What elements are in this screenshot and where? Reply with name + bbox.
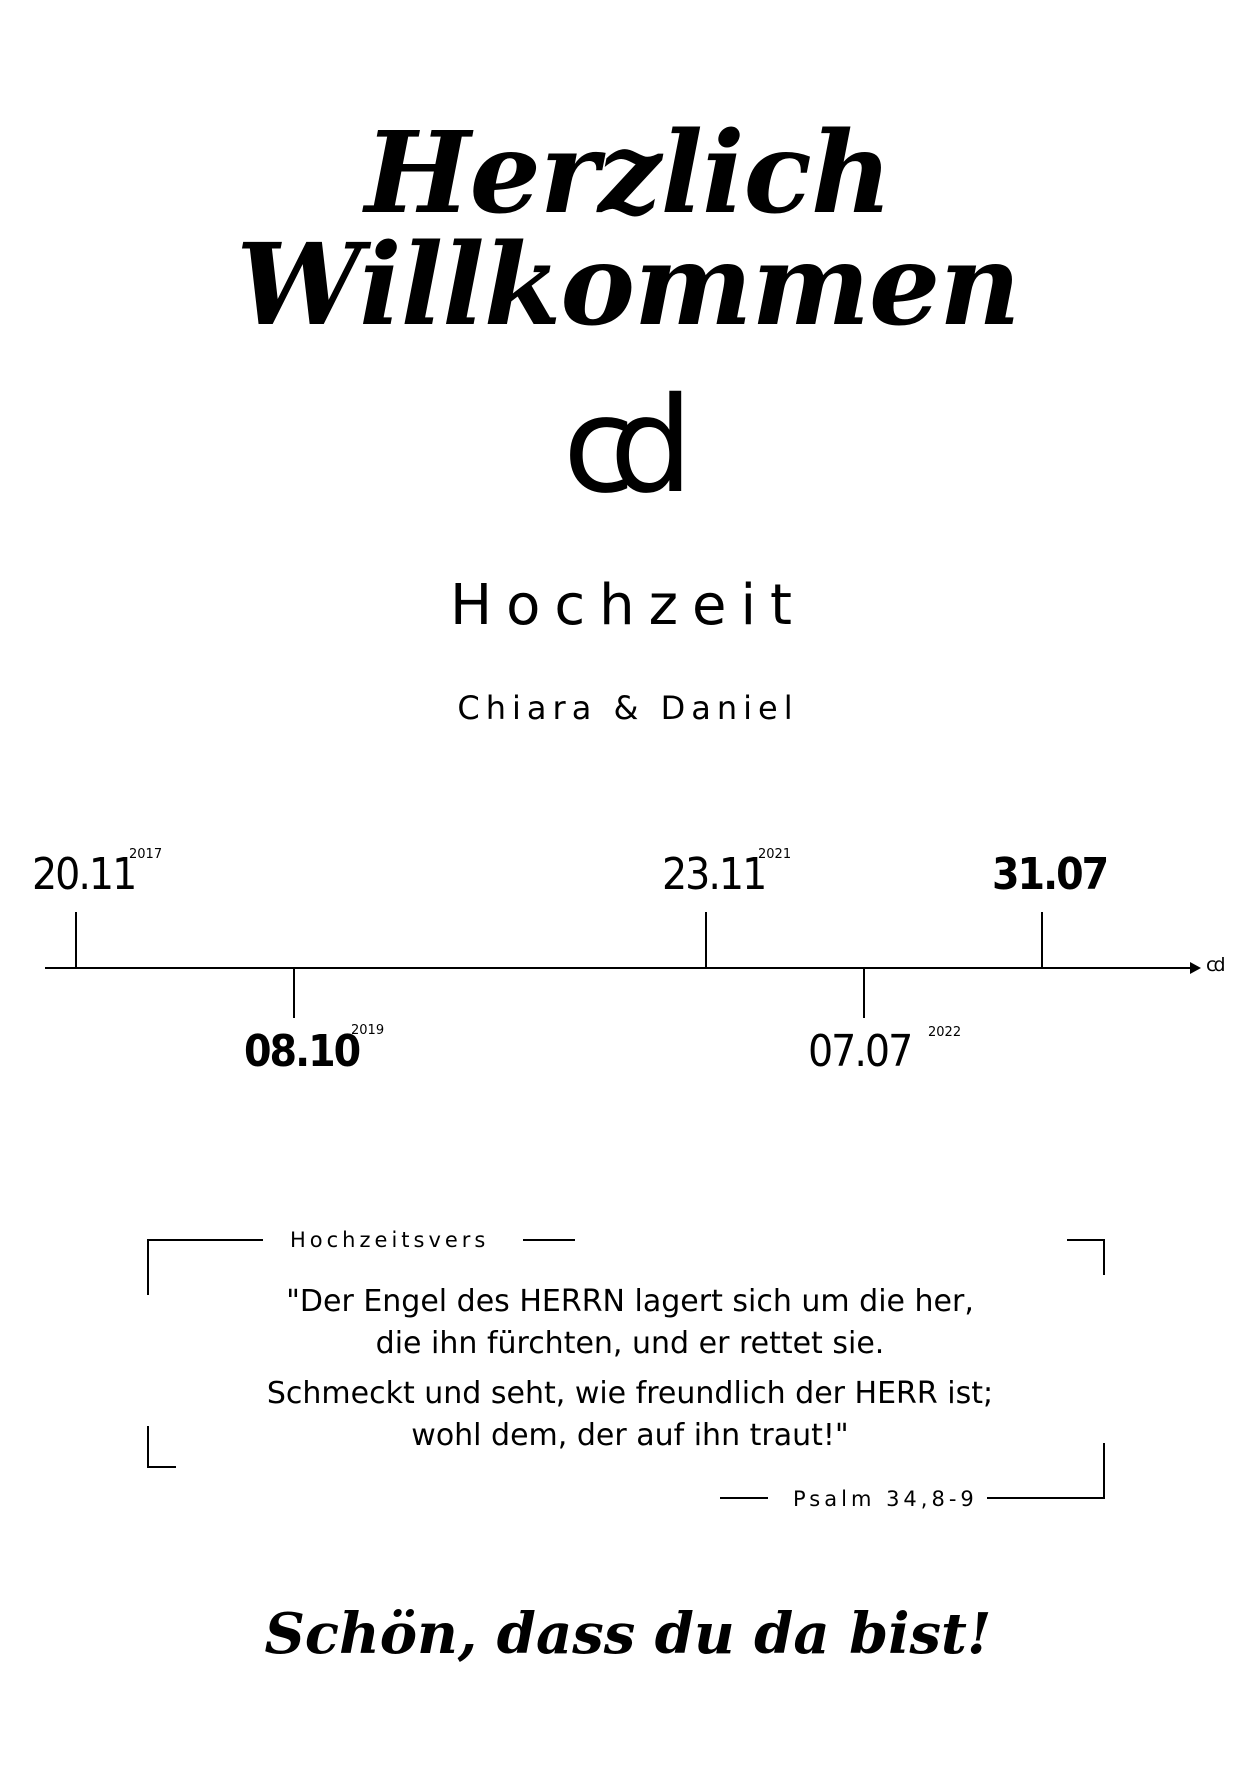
timeline-date-2017: 20.11 (32, 849, 136, 900)
timeline-date-wedding: 31.07 (992, 849, 1108, 900)
timeline-year-2022: 2022 (928, 1025, 962, 1040)
timeline-axis (45, 967, 1193, 969)
verse-source: Psalm 34,8-9 (793, 1487, 978, 1511)
verse-line: Schmeckt und seht, wie freundlich der HERR ist; (266, 1376, 994, 1411)
monogram-logo: cd (562, 369, 668, 523)
verse-line: die ihn fürchten, und er rettet sie. (375, 1326, 885, 1361)
timeline-tick-2019 (293, 968, 295, 1018)
verse-line: wohl dem, der auf ihn traut!" (411, 1418, 849, 1453)
closing-message: Schön, dass du da bist! (264, 1601, 992, 1667)
welcome-title: Herzlich Willkommen (236, 108, 1020, 351)
timeline-tick-2022 (863, 968, 865, 1018)
timeline-year-2019: 2019 (351, 1023, 385, 1038)
timeline-end-monogram: cd (1206, 954, 1223, 976)
couple-names: Chiara & Daniel (457, 689, 799, 727)
timeline-date-2019: 08.10 (244, 1026, 360, 1077)
timeline-date-2021: 23.11 (662, 849, 766, 900)
timeline-arrow-icon (1190, 962, 1201, 974)
timeline-year-2017: 2017 (129, 847, 163, 862)
timeline-tick-wedding (1041, 912, 1043, 968)
frame-source-rule (720, 1497, 768, 1499)
timeline-tick-2017 (75, 912, 77, 968)
timeline-year-2021: 2021 (758, 847, 792, 862)
frame-label-rule (523, 1239, 575, 1241)
verse-line: "Der Engel des HERRN lagert sich um die her, (286, 1284, 974, 1319)
verse-label: Hochzeitsvers (290, 1228, 490, 1252)
frame-corner-top-right (1067, 1239, 1105, 1275)
timeline-date-2022: 07.07 (808, 1026, 912, 1077)
event-title: Hochzeit (449, 573, 806, 638)
timeline-tick-2021 (705, 912, 707, 968)
